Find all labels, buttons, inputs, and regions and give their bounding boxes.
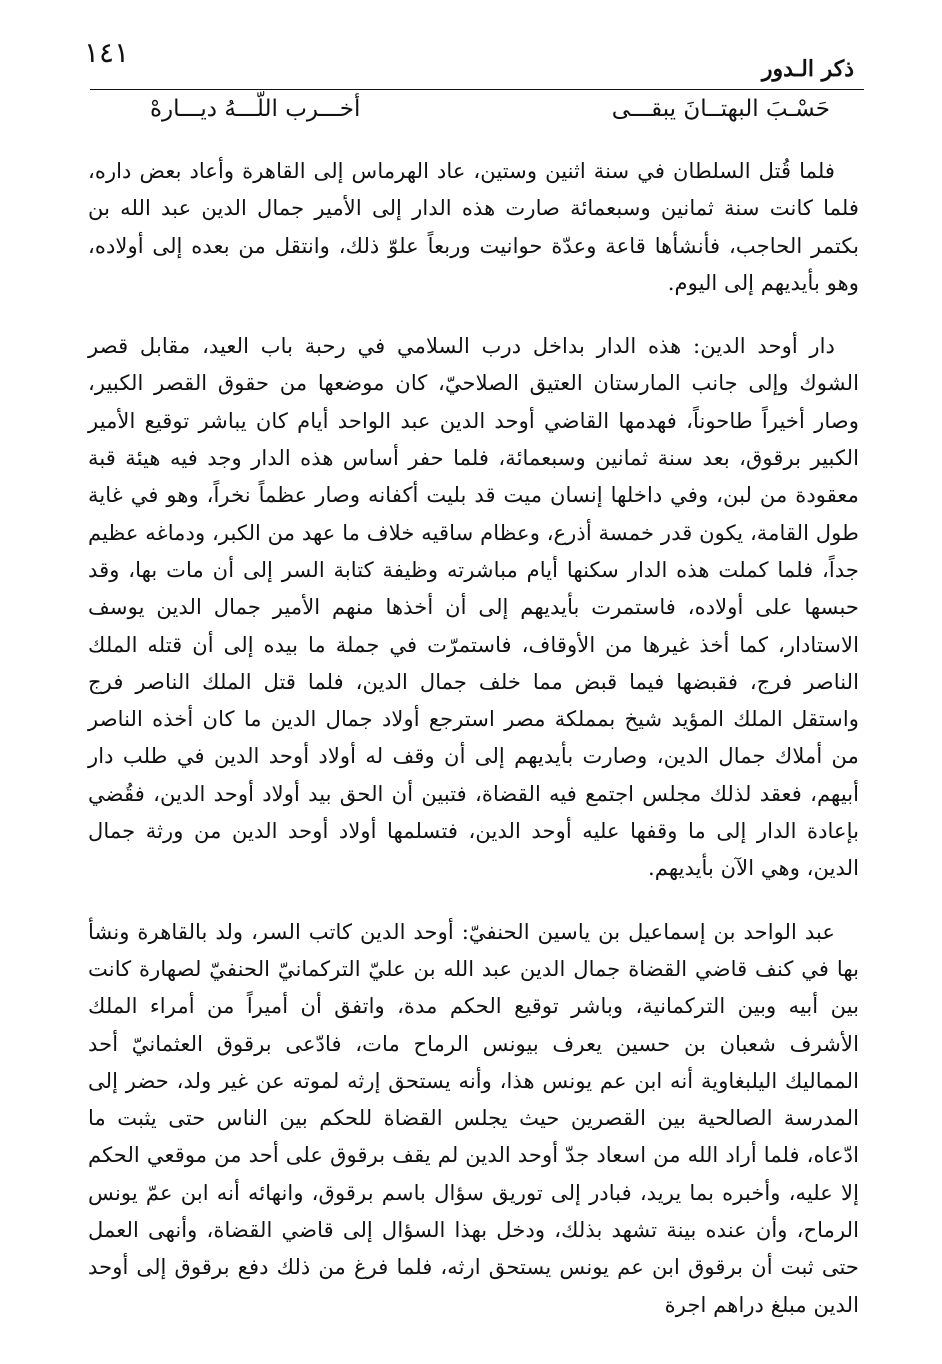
verse-hemistich-left: أخـــرب اللّـــهُ ديـــارهْ — [150, 96, 361, 122]
paragraph-abd-al-wahid-biography: عبد الواحد بن إسماعيل بن ياسين الحنفيّ: أوحد الدين كاتب السر، ولد بالقاهرة ونشأ بها في كنف قاضي القضاة جمال الدين عبد الله بن عليّ التركمانيّ الحنفيّ لصهارة كانت بين أبيه وبين التركمانية، وباشر توقيع الحكم مدة، واتفق أن أميراً من أمراء الملك الأشرف شعبان بن حسين يعرف بيونس الرماح مات، فادّعى برقوق العثمانيّ أحد المماليك اليلبغاوية أنه ابن عم يونس هذا، وأنه يستحق إرثه لموته عن غير ولد، حضر إلى المدرسة الصالحية بين القصرين حيث يجلس القضاة للحكم بين الناس حتى يثبت ما ادّعاه، فلما أراد الله من اسعاد جدّ أوحد الدين لم يقف برقوق على أحد من موقعي الحكم إلا عليه، وأخبره بما يريد، فبادر إلى توريق سؤال باسم برقوق، وانهائه أنه ابن عمّ يونس الرماح، وأن عنده بينة تشهد بذلك، ودخل بهذا السؤال إلى قاضي القضاة، وأنهى العمل حتى ثبت أن برقوق ابن عم يونس يستحق ارثه، فلما فرغ من ذلك دفع برقوق إلى أوحد الدين مبلغ دراهم اجرة — [88, 918, 859, 1317]
header-divider — [90, 89, 864, 90]
verse-hemistich-right: حَسْـبَ البهتــانَ يبقـــى — [611, 96, 830, 122]
body-text — [88, 152, 859, 1349]
page-number: ١٤١ — [84, 36, 130, 69]
verse-line — [150, 96, 830, 122]
paragraph-hermas-house: فلما قُتل السلطان في سنة اثنين وستين، عاد الهرماس إلى القاهرة وأعاد بعض داره، فلما كانت سنة ثمانين وسبعمائة صارت هذه الدار إلى الأمير جمال الدين عبد الله بن بكتمر الحاجب، فأنشأها قاعة وعدّة حوانيت وربعاً علوّ ذلك، وانتقل من بعده إلى أولاده، وهو بأيديهم إلى اليوم. — [88, 158, 859, 295]
paragraph-dar-awhad-al-din: دار أوحد الدين: هذه الدار بداخل درب السلامي في رحبة باب العيد، مقابل قصر الشوك وإلى جانب المارستان العتيق الصلاحيّ، كان موضعها من حقوق القصر الكبير، وصار أخيراً طاحوناً، فهدمها القاضي أوحد الدين عبد الواحد أيام كان يباشر توقيع الأمير الكبير برقوق، بعد سنة ثمانين وسبعمائة، فلما حفر أساس هذه الدار وجد فيه هيئة قبة معقودة من لبن، وفي داخلها إنسان ميت قد بليت أكفانه وصار عظماً نخراً، وهو في غاية طول القامة، يكون قدر خمسة أذرع، وعظام ساقيه خلاف ما عهد من الكبر، ودماغه عظيم جداً، فلما كملت هذه الدار سكنها أيام مباشرته وظيفة كتابة السر إلى أن مات بها، وقد حبسها على أولاده، فاستمرت بأيديهم إلى أن أخذها منهم الأمير جمال الدين يوسف الاستادار، كما أخذ غيرها من الأوقاف، فاستمرّت في جملة ما بيده إلى أن قتله الملك الناصر فرج، فقبضها فيما قبض مما خلف جمال الدين، فلما قتل الملك الناصر فرج واستقل الملك المؤيد شيخ بمملكة مصر استرجع أولاد جمال الدين ما كان أخذه الناصر من أملاك جمال الدين، وصارت بأيديهم إلى أن وقف له أولاد أوحد الدين في طلب دار أبيهم، فعقد لذلك مجلس اجتمع فيه القضاة، فتبين أن الحق بيد أولاد أوحد الدين، فقُضي بإعادة الدار إلى ما وقفها عليه أوحد الدين، فتسلمها أولاد أوحد الدين من ورثة جمال الدين، وهي الآن بأيديهم. — [88, 333, 859, 881]
running-head: ذكر الـدور — [761, 56, 854, 82]
